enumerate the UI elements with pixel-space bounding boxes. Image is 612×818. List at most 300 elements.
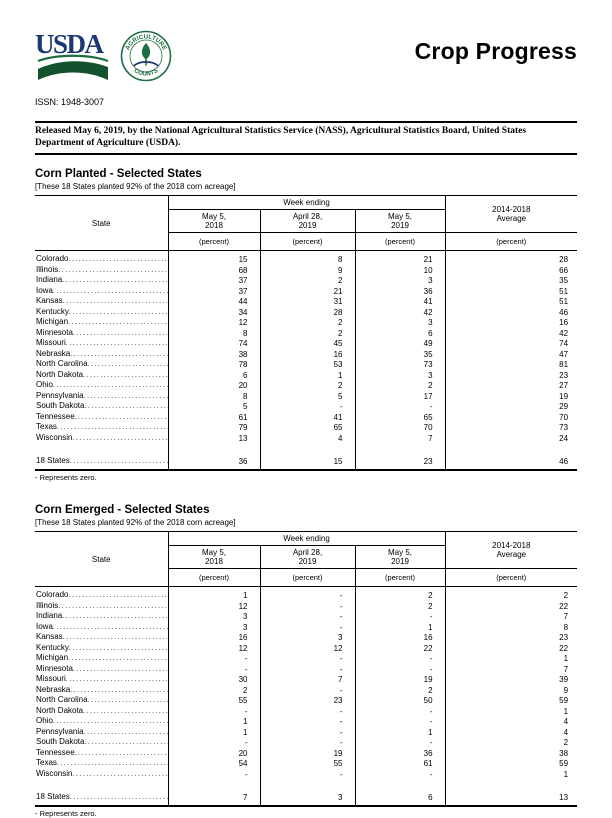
release-statement-box	[35, 121, 577, 155]
dot-leader	[53, 286, 168, 297]
value-cell: 2	[563, 591, 569, 600]
value-cell: 37	[168, 275, 260, 286]
value-cell: 4	[563, 727, 569, 737]
value-cell: 10	[355, 265, 445, 276]
dot-leader	[53, 622, 168, 633]
value-cell: 70	[355, 422, 445, 433]
seal-plant-icon	[142, 43, 150, 60]
value-cell: 51	[559, 297, 569, 306]
state-name: North Dakota	[36, 705, 84, 715]
column-header-state: State	[35, 196, 168, 251]
state-label	[35, 296, 168, 307]
table-row	[35, 265, 577, 276]
table-header	[35, 532, 577, 587]
value-cell: 8	[563, 622, 569, 632]
corn-emerged-table	[35, 531, 577, 807]
value-cell: 50	[355, 695, 445, 706]
masthead	[35, 30, 577, 84]
table-row	[35, 296, 577, 307]
value-cell: 9	[563, 685, 569, 695]
dot-leader	[70, 792, 168, 803]
value-cell: 23	[355, 452, 445, 470]
value-cell: 3	[168, 611, 260, 622]
value-cell: 45	[260, 338, 355, 349]
table-row	[35, 758, 577, 769]
state-label	[35, 359, 168, 370]
value-cell: 59	[559, 696, 569, 705]
value-cell: 73	[559, 423, 569, 432]
value-cell: 2	[260, 328, 355, 339]
table-row	[35, 727, 577, 738]
state-cell	[35, 349, 168, 360]
state-name: Wisconsin	[36, 432, 73, 442]
value-cell: 1	[563, 654, 569, 663]
value-cell: -	[260, 401, 355, 412]
state-label	[35, 727, 168, 738]
value-cell: 37	[168, 286, 260, 297]
unit-label: (percent)	[355, 233, 445, 251]
state-cell	[35, 391, 168, 402]
spacer-cell	[355, 779, 445, 788]
state-label	[35, 370, 168, 381]
state-name: Pennsylvania	[36, 726, 84, 736]
value-cell: -	[355, 664, 445, 675]
value-cell: 41	[260, 412, 355, 423]
state-label	[35, 664, 168, 675]
document-title: Crop Progress	[414, 38, 577, 64]
dot-leader	[83, 706, 167, 717]
value-cell: -	[260, 653, 355, 664]
state-name: Kansas	[36, 632, 63, 641]
state-name: Iowa	[36, 621, 53, 631]
state-name: North Carolina	[36, 359, 88, 368]
state-label	[35, 653, 168, 664]
value-cell: 3	[355, 370, 445, 381]
value-cell: 15	[168, 251, 260, 265]
dot-leader	[72, 769, 167, 780]
value-cell: 38	[168, 349, 260, 360]
value-cell: 7	[563, 612, 569, 621]
table-row	[35, 748, 577, 759]
seal-text-bottom: COUNTS	[132, 67, 160, 78]
state-cell	[35, 370, 168, 381]
state-cell	[35, 758, 168, 769]
spacer-cell	[445, 779, 577, 788]
value-cell: 7	[355, 433, 445, 444]
value-cell: 4	[260, 433, 355, 444]
state-cell	[35, 706, 168, 717]
value-cell: 38	[559, 748, 569, 758]
value-cell: 36	[355, 286, 445, 297]
state-cell	[35, 412, 168, 423]
value-cell: 16	[168, 632, 260, 643]
usda-swoosh-band	[38, 61, 108, 80]
table-row	[35, 401, 577, 412]
value-cell: 6	[355, 788, 445, 806]
spacer-cell	[355, 443, 445, 452]
value-cell: 81	[559, 360, 569, 369]
corn-emerged-section	[35, 504, 577, 818]
value-cell: 6	[168, 370, 260, 381]
state-name: Missouri	[36, 338, 66, 347]
seal-text-top: AGRICULTURE	[124, 33, 168, 52]
state-label	[35, 792, 168, 803]
state-name: Nebraska	[36, 348, 71, 358]
value-cell: 36	[168, 452, 260, 470]
state-name: Michigan	[36, 317, 69, 326]
value-cell: 78	[168, 359, 260, 370]
value-cell: 55	[260, 758, 355, 769]
value-cell: -	[260, 664, 355, 675]
state-name: Indiana	[36, 611, 63, 620]
value-cell: 2	[355, 601, 445, 612]
table-row	[35, 632, 577, 643]
value-cell: 1	[168, 727, 260, 738]
state-label	[35, 611, 168, 622]
column-header-average: 2014-2018 Average	[445, 196, 577, 233]
table-row	[35, 706, 577, 717]
value-cell: 7	[260, 674, 355, 685]
corn-planted-table	[35, 195, 577, 471]
value-cell: 28	[260, 307, 355, 318]
value-cell: 3	[260, 788, 355, 806]
table-row	[35, 674, 577, 685]
spacer-cell	[35, 443, 168, 452]
state-label	[35, 737, 168, 748]
state-name: Nebraska	[36, 684, 71, 694]
value-cell: 8	[260, 251, 355, 265]
state-name: Indiana	[36, 275, 63, 284]
value-cell: -	[355, 737, 445, 748]
spacer-cell	[168, 443, 260, 452]
value-cell: 13	[168, 433, 260, 444]
footnote-corn-emerged: - Represents zero.	[35, 809, 97, 818]
value-cell: 35	[355, 349, 445, 360]
dot-leader	[68, 254, 167, 265]
value-cell: 5	[168, 401, 260, 412]
column-header-date: May 5, 2018	[168, 546, 260, 569]
value-cell: 61	[355, 758, 445, 769]
column-header-week-ending: Week ending	[168, 532, 445, 546]
value-cell: 2	[168, 685, 260, 696]
value-cell: 9	[260, 265, 355, 276]
state-label	[35, 695, 168, 706]
value-cell: 51	[559, 286, 569, 296]
table-body	[35, 251, 577, 471]
table-row	[35, 622, 577, 633]
state-label	[35, 380, 168, 391]
state-cell	[35, 601, 168, 612]
state-name: Tennessee	[36, 411, 75, 421]
state-cell	[35, 643, 168, 654]
state-name: Illinois	[36, 264, 59, 274]
section-title-corn-planted: Corn Planted - Selected States	[35, 168, 202, 180]
value-cell: 35	[559, 276, 569, 285]
value-cell: 34	[168, 307, 260, 318]
value-cell: 61	[168, 412, 260, 423]
state-label	[35, 307, 168, 318]
value-cell: 29	[559, 402, 569, 411]
spacer-row	[35, 779, 577, 788]
state-cell	[35, 275, 168, 286]
spacer-row	[35, 443, 577, 452]
state-name: Colorado	[36, 590, 69, 599]
dot-leader	[88, 359, 168, 370]
value-cell: -	[168, 706, 260, 717]
dot-leader	[75, 748, 168, 759]
state-label	[35, 317, 168, 328]
state-cell	[35, 748, 168, 759]
spacer-cell	[260, 779, 355, 788]
value-cell: 2	[260, 380, 355, 391]
state-name: Colorado	[36, 254, 69, 263]
value-cell: 70	[559, 412, 569, 422]
table-row	[35, 380, 577, 391]
value-cell: 20	[168, 380, 260, 391]
value-cell: 46	[559, 307, 569, 317]
value-cell: 7	[563, 664, 569, 674]
table-header	[35, 196, 577, 251]
value-cell: 27	[559, 381, 569, 390]
value-cell: 15	[260, 452, 355, 470]
dot-leader	[57, 758, 168, 769]
table-row	[35, 251, 577, 265]
dot-leader	[62, 275, 167, 286]
state-label	[35, 275, 168, 286]
state-cell	[35, 380, 168, 391]
dot-leader	[70, 349, 167, 360]
value-cell: 22	[559, 601, 569, 611]
state-label	[35, 265, 168, 276]
state-name: Minnesota	[36, 663, 73, 673]
value-cell: 41	[355, 296, 445, 307]
value-cell: 8	[168, 391, 260, 402]
dot-leader	[70, 685, 167, 696]
column-header-date: May 5, 2019	[355, 210, 445, 233]
value-cell: 21	[260, 286, 355, 297]
value-cell: 24	[559, 433, 569, 443]
state-cell	[35, 653, 168, 664]
table-row	[35, 307, 577, 318]
corn-planted-section	[35, 168, 577, 482]
table-row	[35, 359, 577, 370]
value-cell: 53	[260, 359, 355, 370]
column-header-date: April 28, 2019	[260, 210, 355, 233]
state-name: South Dakota	[36, 737, 85, 746]
value-cell: -	[355, 653, 445, 664]
state-cell	[35, 452, 168, 470]
table-row	[35, 412, 577, 423]
value-cell: 65	[355, 412, 445, 423]
dot-leader	[58, 265, 167, 276]
spacer-cell	[168, 779, 260, 788]
dot-leader	[68, 317, 167, 328]
column-header-average: 2014-2018 Average	[445, 532, 577, 569]
unit-label: (percent)	[260, 569, 355, 587]
value-cell: 1	[355, 622, 445, 633]
state-name: Tennessee	[36, 747, 75, 757]
table-row	[35, 328, 577, 339]
state-name: Wisconsin	[36, 768, 73, 778]
value-cell: 22	[559, 643, 569, 653]
state-label	[35, 338, 168, 349]
dot-leader	[63, 632, 168, 643]
spacer-cell	[260, 443, 355, 452]
value-cell: 1	[168, 716, 260, 727]
state-name: Kansas	[36, 296, 63, 305]
value-cell: -	[260, 611, 355, 622]
value-cell: 23	[260, 695, 355, 706]
state-name: North Carolina	[36, 695, 88, 704]
value-cell: 16	[559, 318, 569, 327]
value-cell: 1	[355, 727, 445, 738]
table-row	[35, 349, 577, 360]
value-cell: 19	[559, 391, 569, 401]
value-cell: -	[260, 769, 355, 780]
value-cell: 12	[260, 643, 355, 654]
state-cell	[35, 769, 168, 780]
value-cell: 23	[559, 633, 569, 642]
state-label	[35, 254, 168, 265]
state-label	[35, 706, 168, 717]
value-cell: 44	[168, 296, 260, 307]
state-cell	[35, 611, 168, 622]
value-cell: 21	[355, 251, 445, 265]
state-cell	[35, 422, 168, 433]
state-label	[35, 456, 168, 467]
table-row	[35, 737, 577, 748]
dot-leader	[72, 433, 167, 444]
table-row	[35, 338, 577, 349]
unit-label: (percent)	[445, 233, 577, 251]
state-cell	[35, 296, 168, 307]
agriculture-counts-seal	[120, 30, 172, 82]
state-label	[35, 643, 168, 654]
state-label	[35, 328, 168, 339]
dot-leader	[84, 401, 167, 412]
value-cell: 28	[559, 255, 569, 264]
table-row	[35, 587, 577, 601]
state-name: Ohio	[36, 380, 53, 389]
state-name: Kentucky	[36, 642, 69, 652]
value-cell: 74	[168, 338, 260, 349]
state-name: Illinois	[36, 600, 59, 610]
state-cell	[35, 328, 168, 339]
unit-label: (percent)	[168, 233, 260, 251]
dot-leader	[57, 422, 168, 433]
value-cell: -	[260, 737, 355, 748]
state-label	[35, 391, 168, 402]
value-cell: 7	[168, 788, 260, 806]
dot-leader	[63, 296, 168, 307]
value-cell: -	[260, 685, 355, 696]
value-cell: 54	[168, 758, 260, 769]
state-cell	[35, 317, 168, 328]
state-cell	[35, 716, 168, 727]
value-cell: 19	[355, 674, 445, 685]
table-row	[35, 422, 577, 433]
value-cell: -	[260, 587, 355, 601]
issn-label: ISSN: 1948-3007	[35, 97, 105, 107]
state-label	[35, 769, 168, 780]
state-name: Pennsylvania	[36, 390, 84, 400]
value-cell: -	[355, 706, 445, 717]
column-header-week-ending: Week ending	[168, 196, 445, 210]
dot-leader	[84, 737, 167, 748]
state-name: Minnesota	[36, 327, 73, 337]
state-cell	[35, 788, 168, 806]
dot-leader	[73, 664, 168, 675]
value-cell: 16	[260, 349, 355, 360]
value-cell: 20	[168, 748, 260, 759]
state-label	[35, 748, 168, 759]
state-name: 18 States	[36, 455, 70, 465]
value-cell: 55	[168, 695, 260, 706]
value-cell: 3	[168, 622, 260, 633]
value-cell: 16	[355, 632, 445, 643]
value-cell: -	[355, 611, 445, 622]
state-label	[35, 758, 168, 769]
column-header-date: May 5, 2019	[355, 546, 445, 569]
dot-leader	[68, 653, 167, 664]
state-label	[35, 632, 168, 643]
state-name: Texas	[36, 758, 57, 767]
usda-logo-block	[35, 30, 172, 84]
total-row	[35, 452, 577, 470]
value-cell: 31	[260, 296, 355, 307]
state-label	[35, 349, 168, 360]
value-cell: 2	[260, 317, 355, 328]
value-cell: 17	[355, 391, 445, 402]
dot-leader	[53, 716, 168, 727]
value-cell: 12	[168, 317, 260, 328]
dot-leader	[66, 338, 168, 349]
unit-label: (percent)	[260, 233, 355, 251]
table-row	[35, 695, 577, 706]
value-cell: 2	[355, 685, 445, 696]
state-label	[35, 716, 168, 727]
state-cell	[35, 251, 168, 265]
value-cell: 47	[559, 349, 569, 359]
dot-leader	[84, 727, 168, 738]
unit-label: (percent)	[445, 569, 577, 587]
value-cell: -	[260, 706, 355, 717]
table-row	[35, 433, 577, 444]
value-cell: 59	[559, 759, 569, 768]
state-cell	[35, 727, 168, 738]
table-row	[35, 601, 577, 612]
value-cell: 12	[168, 643, 260, 654]
value-cell: 73	[355, 359, 445, 370]
state-name: Iowa	[36, 285, 53, 295]
value-cell: 8	[168, 328, 260, 339]
state-label	[35, 674, 168, 685]
state-cell	[35, 401, 168, 412]
header-row-week-ending	[35, 532, 577, 546]
dot-leader	[84, 391, 168, 402]
value-cell: -	[355, 716, 445, 727]
value-cell: 49	[355, 338, 445, 349]
footnote-corn-planted: - Represents zero.	[35, 473, 97, 482]
usda-logo	[35, 30, 111, 84]
value-cell: 42	[559, 328, 569, 338]
state-cell	[35, 286, 168, 297]
table-row	[35, 664, 577, 675]
value-cell: -	[260, 716, 355, 727]
value-cell: 1	[563, 706, 569, 716]
table-row	[35, 275, 577, 286]
dot-leader	[70, 456, 168, 467]
